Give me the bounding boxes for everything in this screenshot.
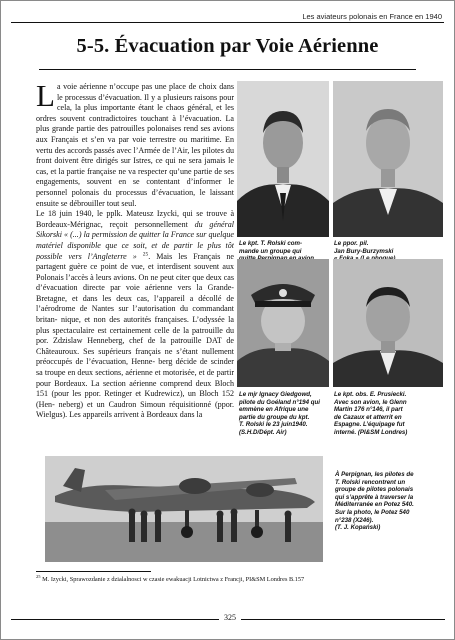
body-line: trouve à Bordeaux-Mérignac, reçoit personnellement: [36, 209, 234, 229]
body-line: du processus d’évacuation, le laissant ensuite se: [36, 187, 234, 208]
portrait-photo-bury-burzymski: [333, 81, 443, 237]
body-lines: a voie aérienne n’occupe pas une place de choix dans le processus d’évacuation. Il y a plusieurs raisons pour cela, la plus importante étant le chaos général, et les ordres souvent contradictoires touchant à l’évacuation. La plus grande partie des patrouilles polonaises rend ses avions aux Français et s’en va par voie terrestre ou maritime. En vertu des accords passés avec l’Armée de l’Air, les pilotes du front doivent être dirigés sur Istres, ce qui ne sera jamais le cas, et la partie française ne va respecter qu’une partie de ses engagements, souvent en se contentant d’informer le personnel polonais du processus d’évacuation, le laissant ensuite se débrouiller tout seul. Le 18 juin 1940, le pplk. Mateusz Izycki, qui se trouve à Bordeaux-Mérignac, reçoit personnellement du général Sikorski « (...) la permission de quitter la France sur quelque matériel disponible que ce soit, et de partir le plus tôt possible vers l’Angleterre » $^{25}$. Mais les Français ne partagent guère ce point de vue, et interdisent souvent aux Polonais l’accès à leurs avions. On ne peut citer que deux cas d’évacuation directe par voie aérienne vers la Grande-Bretagne, et dans les deux cas, l’appareil a décollé de l’aérodrome de Nantes sur l’autorisation du commandant britan- nique, et non des autorités françaises. L’odyssée la plus spectaculaire est certainement celle de la patrouille du por. Zdzislaw Henneberg, chef de la patrouille DAT de Châteauroux. Ses supérieurs français ne s’étant nullement préoccupés de l’évacuation, Henne- berg décide de scinder sa troupe en deux sections, aérienne et motorisée, et de partir pour Bordeaux. La section aérienne comprend deux Bloch 151 (pour les ppor. Retinger et Kudrewicz), un Bloch 152 (Hen- neberg) et un Caudron Simoun réquisitionné (ppor. Wielgus). Les appareils arrivent à Bordeaux dans la: [36, 82, 234, 420]
body-line: berg décide de scinder sa troupe en deux sections,: [36, 357, 234, 378]
body-line: dans les deux cas, l’appareil a décollé de l’aérodrome: [36, 293, 234, 314]
title-rule: [39, 69, 416, 70]
footnote-marker: 25: [36, 573, 41, 579]
chapter-title: 5-5. Évacuation par Voie Aérienne: [76, 35, 379, 57]
body-line: neberg) et un Caudron Simoun réquisitionné (ppor.: [58, 399, 234, 409]
body-line: spectaculaire est certainement celle de la patrouille: [52, 325, 226, 335]
body-line: dans le processus d’évacuation. Il y a plusieurs: [56, 82, 234, 102]
body-line: Wielgus). Les appareils arrivent à Bordeaux dans la: [36, 410, 203, 420]
body-line: et s’en va par voie terrestre ou maritime. En vertu: [36, 134, 234, 155]
footnote-text: M. Izycki, Sprawozdanie z dzialalnosci w czasie ewakuacji Lotnictwa z Francji, PI&SM Londres B.157: [42, 576, 305, 583]
aircraft-photo-potez-540: [45, 456, 323, 562]
photo-caption-giedgowd: Le mjr Ignacy Giedgowd, pilote du Goéland n°194 qui emmène en Afrique une partie du groupe du kpt. T. Rolski le 23 juin1940. (S.H.D/Dépt. Air): [239, 391, 320, 436]
body-line: aérienne et motorisée, et de partir pour Bordeaux. La: [36, 368, 234, 388]
footnote: [36, 573, 436, 583]
body-line: respecter qu’une partie de ses engagements, souvent: [36, 166, 234, 187]
photo-caption-bury-burzymski: Le ppor. pil. Jan Bury-Burzymski: [334, 240, 394, 255]
body-line: de Nantes sur l’autorisation du commandant britan-: [36, 304, 234, 325]
footer-rule-right: [241, 619, 445, 620]
photo-caption-potez-540: À Perpignan, les pilotes de T. Rolski rencontrent un groupe de pilotes polonais qui s’apprête à traverser la Méditerranée en Potez 540. Sur la photo, le Potez 540 n°238 (X246). (T. J. Kopański): [335, 471, 414, 532]
body-line: a voie aérienne n’occupe pas une place de choix: [56, 82, 220, 91]
header-rule: [11, 22, 444, 23]
body-line: chaos général, et les ordres souvent contradictoires: [36, 103, 234, 123]
body-line: ppor. Retinger et Kudrewicz), un Bloch 152 (Hen-: [36, 389, 234, 409]
footnote-rule: [36, 571, 151, 572]
body-line: nique, et non des autorités françaises. L’odyssée la plus: [36, 315, 234, 335]
body-line: patrouilles polonaises rend ses avions aux Français: [36, 124, 234, 144]
body-line: qui ne sera jamais le cas, et la partie française ne va: [36, 156, 234, 176]
body-line: Le 18 juin 1940, le pplk. Mateusz Izycki, qui se: [36, 209, 207, 219]
body-line: du général Sikorski « (...) la permission de quitter la: [36, 219, 234, 240]
body-line: pilotes du front doivent être dirigés sur Istres, ce: [36, 145, 234, 166]
body-line: s’étant nullement préoccupés de l’évacuation, Henne-: [36, 346, 234, 367]
photo-caption-rolski: Le kpt. T. Rolski com- mande un groupe qui: [239, 240, 303, 255]
body-text: [36, 82, 234, 450]
body-line: et interdisent souvent aux Polonais l’accès à leurs: [36, 262, 234, 282]
photo-caption-prusiecki: Le kpt. obs. E. Prusiecki. Avec son avion, le Glenn Martin 176 n°146, il part de Cazaux et atterrit en Espagne. L’équipage fut interné. (PI&SM Londres): [334, 391, 408, 436]
body-line: débrouiller tout seul.: [69, 198, 137, 208]
body-line: Mais les Français ne partagent guère ce point de vue,: [36, 251, 234, 272]
body-line: France sur quelque matériel disponible que ce soit,: [36, 230, 234, 250]
portrait-photo-giedgowd: [237, 259, 329, 387]
footer-rule-left: [11, 619, 219, 620]
body-line: DAT de Châteauroux. Ses supérieurs français ne: [36, 336, 234, 356]
page-number: 325: [224, 613, 236, 622]
running-head: Les aviateurs polonais en France en 1940: [302, 12, 442, 21]
body-line: touchant à l’évacuation. La plus grande partie des: [36, 113, 234, 134]
footnote-reference: 25: [142, 250, 149, 257]
drop-cap: L: [36, 82, 55, 113]
body-line: des accords passés avec l’Armée de l’Air, les: [54, 145, 203, 155]
portrait-photo-rolski: [237, 81, 329, 237]
portrait-photo-prusiecki: [333, 259, 443, 387]
body-line: directe par voie aérienne vers la Grande-Bretagne, et: [36, 283, 234, 303]
body-line: du por. Zdzislaw Henneberg, chef de la patrouille: [36, 325, 234, 346]
document-page: [1, 1, 454, 639]
body-line: section aérienne comprend deux Bloch 151 (pour les: [36, 378, 234, 399]
body-line: avions. On ne peut citer que deux cas d’évacuation: [36, 272, 234, 293]
body-line: raisons pour cela, la plus importante étant le: [56, 92, 234, 113]
body-line: et de partir le plus tôt possible vers l’Angleterre »: [36, 240, 234, 261]
body-line: en se contentant d’informer le personnel polonais: [36, 177, 234, 197]
